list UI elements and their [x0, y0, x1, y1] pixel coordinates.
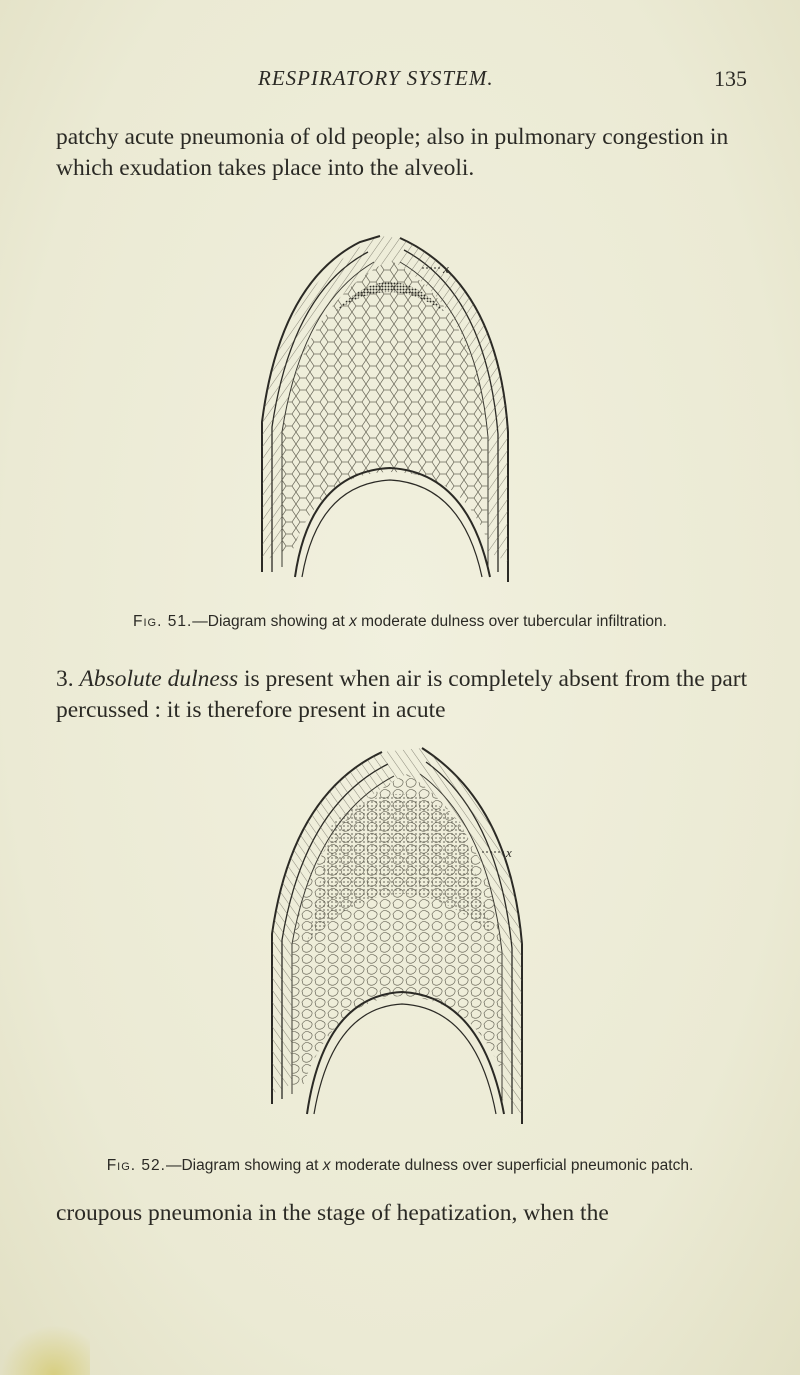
- paragraph-croupous: croupous pneumonia in the stage of hepatization, when the: [56, 1200, 609, 1226]
- figure-51-label: Fig. 51.: [133, 613, 193, 630]
- figure-52-caption-pre: —Diagram showing at: [165, 1157, 319, 1174]
- figure-51-caption-post: moderate dulness over tubercular infiltration.: [361, 613, 667, 630]
- figure-51-caption: [60, 612, 740, 632]
- section-number: 3.: [56, 666, 74, 692]
- page-header: [0, 66, 800, 96]
- figure-51-caption-var: x: [349, 613, 357, 630]
- section-term: Absolute dulness: [79, 666, 239, 692]
- figure-52-caption-post: moderate dulness over superficial pneumonic patch.: [334, 1157, 694, 1174]
- figure-51-diagram: [240, 222, 530, 584]
- figure-51-caption-pre: —Diagram showing at: [192, 613, 345, 630]
- paragraph-continuation: patchy acute pneumonia of old people; also in pulmonary congestion in which exudation takes place into the alveoli.: [56, 124, 729, 181]
- figure-52-caption: [60, 1156, 740, 1176]
- running-head: RESPIRATORY SYSTEM.: [258, 66, 494, 90]
- figure-52-diagram: [262, 744, 552, 1130]
- paper-stain: [0, 1325, 90, 1375]
- fig51-marker-x: x: [443, 261, 449, 276]
- paragraph-absolute-dulness: [56, 664, 756, 726]
- figure-52-caption-var: x: [322, 1157, 331, 1174]
- fig52-marker-x: x: [506, 845, 512, 860]
- section-text: is present when air is completely absent from the part percussed : it is therefore present in acute: [56, 666, 748, 723]
- figure-52-label: Fig. 52.: [106, 1157, 166, 1174]
- page-number: 135: [714, 66, 747, 91]
